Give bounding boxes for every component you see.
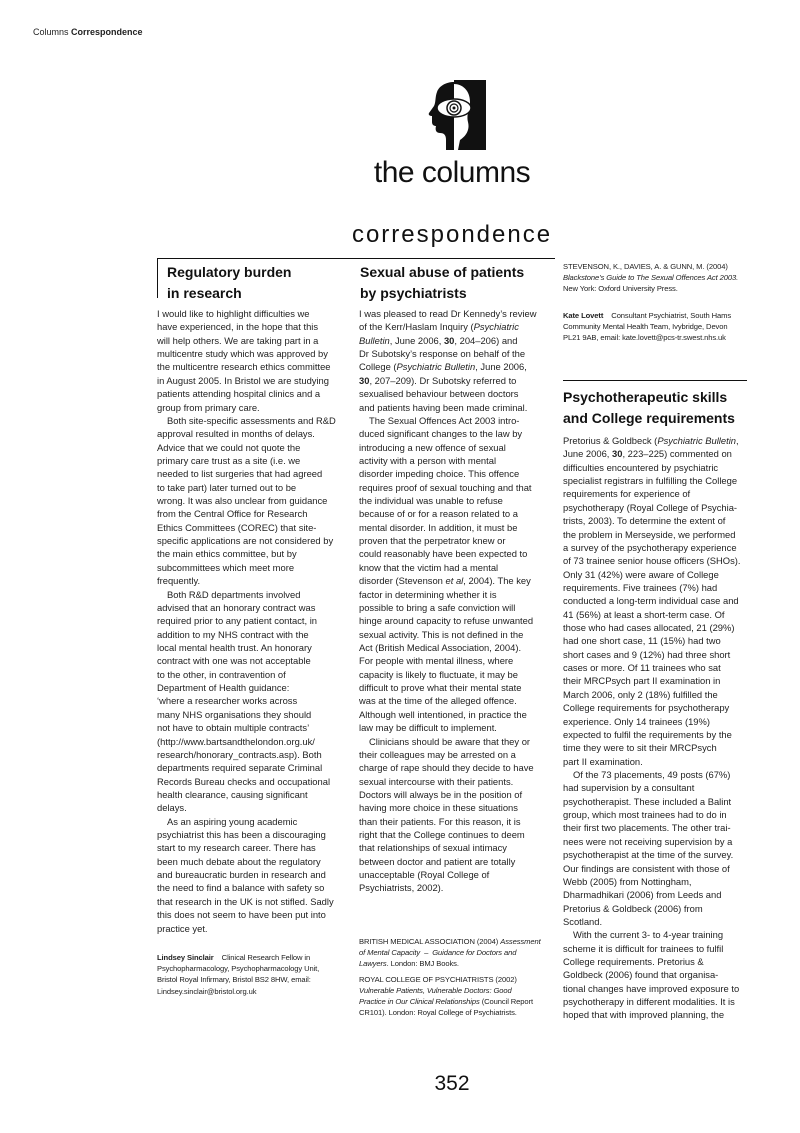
text-line: proven that the perpetrator knew or [359,535,506,547]
text-line [359,574,537,587]
text-line: wrong. It was also unclear from guidance [157,495,328,507]
text-line [563,434,741,447]
col1-heading-rule [157,258,158,298]
text-line: psychotherapy (Royal College of Psychia- [563,501,738,513]
text-line: hoped that with improved planning, the [563,1009,725,1021]
text-line: law may be difficult to implement. [359,722,497,734]
text-line: CR101). London: Royal College of Psychiatrists. [359,1008,517,1018]
text-line: could reasonably have been expected to [359,548,528,560]
text-line: right that the College continues to deem [359,829,525,841]
running-head-subsection: Correspondence [71,27,143,37]
text-line: scheme it is difficult for trainees to fulfil [563,942,724,954]
text-line: difficult to prove what their mental state [359,682,522,694]
text-line: having more choice in these situations [359,802,518,814]
col1-signature [157,952,319,997]
text-line: Pretorius & Goldbeck (2006) from [563,902,703,914]
text-line: Bristol Royal Infirmary, Bristol BS2 8HW, email: [157,975,311,985]
text-line: I was pleased to read Dr Kennedy’s review [359,308,537,319]
text-line: ROYAL COLLEGE OF PSYCHIATRISTS (2002) [359,974,517,984]
text-line: Although well intentioned, in practice the [359,708,527,720]
running-head [33,27,143,37]
col3-section-rule [563,380,747,381]
col1-heading [167,262,291,304]
text-line [157,952,319,963]
text-line: that relationships of sexual intimacy [359,842,507,854]
text-line: psychotherapy in different modalities. It is [563,996,735,1008]
text-line: advised that an honorary contract was [157,601,316,613]
text-line [563,447,741,460]
text-segment: 30 [443,334,455,346]
text-segment: Blackstone’s Guide to The Sexual Offences Act 2003. [563,273,739,283]
col3-heading [563,387,735,429]
text-line: Psychiatrists, 2002). [359,882,444,894]
text-line [359,996,541,1007]
text-line: Only 31 (42%) were aware of College [563,568,719,580]
text-line: charge of rape should they decide to have [359,762,534,774]
text-line: than their patients. For this reason, it is [359,815,521,827]
text-segment: . London: BMJ Books. [386,959,459,969]
text-segment: Clinical Research Fellow in [213,953,311,962]
text-line: start to my research career. There has [157,842,316,854]
text-line: Ethics Committees (COREC) that site- [157,521,317,533]
text-line: multicentre study which was approved by [157,348,328,360]
text-segment: , 204–206) and [454,334,518,346]
text-line: ‘where a researcher works across [157,695,298,707]
text-line: research/honorary_contracts.asp). Both [157,748,322,760]
text-segment: Lawyers [359,959,387,969]
text-line: I would like to highlight difficulties we [157,308,310,319]
text-segment: et al [445,575,464,587]
text-line: 41 (56%) at least a short-term case. Of [563,608,725,620]
text-segment: Lindsey Sinclair [157,953,214,962]
text-line [359,334,537,347]
text-segment: , June 2006, [475,361,527,373]
text-line: practice yet. [157,922,208,934]
text-line: expected to fulfil the requirements by the [563,728,732,740]
text-line: psychotherapist. These included a Balint [563,795,732,807]
text-line: College requirements. Pretorius & [563,956,704,968]
text-line: Of the 73 placements, 49 posts (67%) [573,768,731,780]
text-line: unacceptable (Royal College of [359,869,490,881]
columns-logo-icon [420,80,488,150]
text-line: specialist registrars in fulfilling the College [563,475,738,487]
text-segment: Bulletin [359,334,390,346]
text-line: and bureaucratic burden in research and [157,869,326,881]
text-line: PL21 9AB, email: kate.lovett@pcs-tr.swest.nhs.uk [563,333,726,343]
text-line: Both site-specific assessments and R&D [167,414,336,426]
col2-heading [360,262,524,304]
text-line: that research in the UK is not stifled. Sadly [157,895,334,907]
text-line: Records Bureau checks and occupational [157,775,331,787]
text-segment: disorder (Stevenson [359,575,446,587]
text-line: Act (British Medical Association, 2004). [359,641,522,653]
text-line: experience. Only 14 trainees (19%) [563,715,710,727]
text-line: primary care trust as a site (i.e. we [157,454,301,466]
text-line: Advice that we could not quote the [157,441,301,453]
col2-body [359,307,537,895]
text-line: Community Mental Health Team, Ivybridge, Devon [563,322,728,332]
heading-line: Regulatory burden [167,264,292,280]
text-line [359,360,537,373]
text-line: health clearance, causing significant [157,788,308,800]
text-line: short cases and 9 (12%) had three short [563,648,731,660]
text-line: not have to obtain multiple contracts’ [157,722,310,734]
text-line: Doctors will always be in the position of [359,788,523,800]
text-line: and patients having been made criminal. [359,401,528,413]
text-line: nees were not receiving supervision by a [563,835,733,847]
text-line: Department of Health guidance: [157,682,290,694]
text-line: capacity is likely to fluctuate, it may be [359,668,518,680]
text-line: specific applications are not considered by [157,535,334,547]
heading-line: Psychotherapeutic skills [563,389,728,405]
text-line: requirements for experience of [563,488,691,500]
text-line [359,374,537,387]
text-line: addition to my NHS contract with the [157,628,309,640]
text-line: tional changes have improved exposure to [563,982,740,994]
text-segment: BRITISH MEDICAL ASSOCIATION (2004) [359,937,501,946]
text-segment: , June 2006, [389,334,444,346]
text-line: difficulties encountered by psychiatric [563,461,719,473]
text-line [359,936,541,947]
text-segment: (Council Report [479,996,533,1006]
text-line: conducted a long-term individual case and [563,595,739,607]
text-line: know that the victim had a mental [359,561,499,573]
text-segment: Psychiatric [473,321,519,333]
text-line: introducing a new offence of sexual [359,441,506,453]
text-segment: 30 [612,448,623,460]
text-line: to take part) later turned out to be [157,481,297,493]
running-head-section: Columns [33,27,69,37]
text-line: sexual intercourse with their patients. [359,775,514,787]
text-segment: Psychiatric Bulletin [657,435,736,446]
text-line: Psychopharmacology, Psychopharmacology Unit, [157,964,320,974]
text-line: Lindsey.sinclair@bristol.org.uk [157,986,257,996]
text-line: many NHS organisations they should [157,708,312,720]
text-line: this does not seem to have been put into [157,909,326,921]
text-line: the problem in Merseyside, we performed [563,528,736,540]
text-line: Dharmadhikari (2006) from Leeds and [563,889,722,901]
text-line: local mental health trust. An honorary [157,641,312,653]
text-line: subcommittees which meet more [157,561,295,573]
text-line: their colleagues may be arrested on a [359,748,516,760]
text-segment: June 2006, [563,448,612,460]
text-line: March 2006, only 2 (18%) fulfilled the [563,688,718,700]
text-segment: Practice in Our Clinical Relationships [359,996,480,1006]
text-segment: , 2004). The key [463,575,531,587]
text-line: those who had cases allocated, 21 (29%) [563,622,735,634]
text-line: Clinicians should be aware that they or [369,735,531,747]
text-segment: of Mental Capacity – Guidance for Doctors and [359,948,517,958]
text-line: contract with one was not acceptable [157,655,311,667]
text-line: departments required separate Criminal [157,762,323,774]
text-line: possible to bring a safe conviction will [359,601,516,613]
text-line [563,310,731,321]
text-line: have experienced, in the hope that this [157,321,319,333]
text-line: Webb (2005) from Nottingham, [563,875,692,887]
text-line: Scotland. [563,915,603,927]
heading-line: and College requirements [563,410,735,426]
text-line: As an aspiring young academic [167,815,298,827]
text-line: their first two placements. The other trai- [563,822,731,834]
col2-references [359,936,541,1018]
heading-line: in research [167,285,242,301]
text-line [563,272,738,283]
text-segment: 30 [359,374,370,386]
text-line: had one short case, 11 (15%) had two [563,635,721,647]
text-line: sexual activity. This is not defined in the [359,628,524,640]
text-segment: Assessment [500,937,541,946]
text-segment: , [736,435,739,446]
text-line: needed to list surgeries that had agreed [157,468,323,480]
text-segment: , 207–209). Dr Subotsky referred to [369,374,517,386]
text-line: mental disorder. In addition, it must be [359,521,518,533]
text-line: Our findings are consistent with those of [563,862,730,874]
text-line: was at the time of the alleged offence. [359,695,517,707]
text-line: group from primary care. [157,401,260,413]
text-line: Both R&D departments involved [167,588,301,600]
text-line: psychiatrist this has been a discouraging [157,829,326,841]
text-segment: of the Kerr/Haslam Inquiry ( [359,321,474,333]
text-line: psychotherapist at the time of the survey. [563,849,734,861]
text-line: Goldbeck (2006) found that organisa- [563,969,719,981]
text-line [359,947,541,958]
text-line: because of or for a reason related to a [359,508,518,520]
text-segment: Kate Lovett [563,311,604,320]
text-line: the main ethics committee, but by [157,548,297,560]
text-line: been much debate about the regulatory [157,855,321,867]
text-line [359,958,541,969]
col1-body [157,307,336,935]
text-line: to the other, in contravention of [157,668,286,680]
text-line: With the current 3- to 4-year training [573,929,724,941]
text-line [359,320,537,333]
text-line: the multicentre research ethics committee [157,361,331,373]
text-line: patients attending hospital clinics and a [157,388,321,400]
text-line: had supervision by a consultant [563,782,695,794]
text-line: between doctor and patient are totally [359,855,516,867]
text-line: the need to find a balance with safety so [157,882,325,894]
text-line: the individual was unable to refuse [359,495,503,507]
text-line: cases or more. Of 11 trainees who sat [563,662,721,674]
text-segment: , 223–225) commented on [622,448,732,460]
text-line: trists, 2003). To determine the extent of [563,515,726,527]
text-line: a survey of the psychotherapy experience [563,541,737,553]
col3-signature [563,310,731,344]
page-number: 352 [434,1072,470,1095]
text-line: New York: Oxford University Press. [563,284,678,294]
text-line: delays. [157,802,187,814]
section-title: correspondence [351,221,553,248]
text-line: College requirements for psychotherapy [563,702,730,714]
text-line: group, which most trainees had to do in [563,809,727,821]
text-line: duced significant changes to the law by [359,428,523,440]
col3-body [563,434,741,1022]
text-line: STEVENSON, K., DAVIES, A. & GUNN, M. (2004) [563,262,728,271]
text-line: sexualised behaviour between doctors [359,388,519,400]
text-line: factor in determining whether it is [359,588,497,600]
text-line: part II examination. [563,755,643,767]
text-line: The Sexual Offences Act 2003 intro- [369,414,520,426]
text-line [359,985,541,996]
text-line: from the Central Office for Research [157,508,308,520]
text-line: time they were to sit their MRCPsych [563,742,717,754]
text-line: Dr Subotsky’s response on behalf of the [359,348,526,360]
text-line: in August 2005. In Bristol we are studying [157,374,329,386]
text-line: requirements. Five trainees (7%) had [563,581,718,593]
text-segment: Vulnerable Patients, Vulnerable Doctors: Good [359,985,512,995]
text-segment: Consultant Psychiatrist, South Hams [603,311,732,320]
text-segment: Psychiatric Bulletin [396,361,476,373]
text-line: (http://www.bartsandthelondon.org.uk/ [157,735,315,747]
the-columns-title: the columns [373,156,531,189]
heading-line: by psychiatrists [360,285,467,301]
top-rule [157,258,555,259]
text-line: hinge around capacity to refuse unwanted [359,615,534,627]
text-line: their MRCPsych part II examination in [563,675,721,687]
text-line: activity with a person with mental [359,454,497,466]
text-segment: Pretorius & Goldbeck ( [563,435,658,446]
text-line: frequently. [157,575,201,587]
text-segment: College ( [359,361,397,373]
text-line: requires proof of sexual touching and that [359,481,532,493]
col3-references [563,261,738,295]
text-line: will help others. We are taking part in a [157,334,319,346]
text-line: For people with mental illness, where [359,655,514,667]
heading-line: Sexual abuse of patients [360,264,525,280]
text-line: disorder impeding choice. This offence [359,468,520,480]
text-line: of 73 trainee senior house officers (SHOs). [563,555,741,567]
text-line: approval resulted in months of delays. [157,428,315,440]
text-line: required prior to any patient contact, in [157,615,317,627]
